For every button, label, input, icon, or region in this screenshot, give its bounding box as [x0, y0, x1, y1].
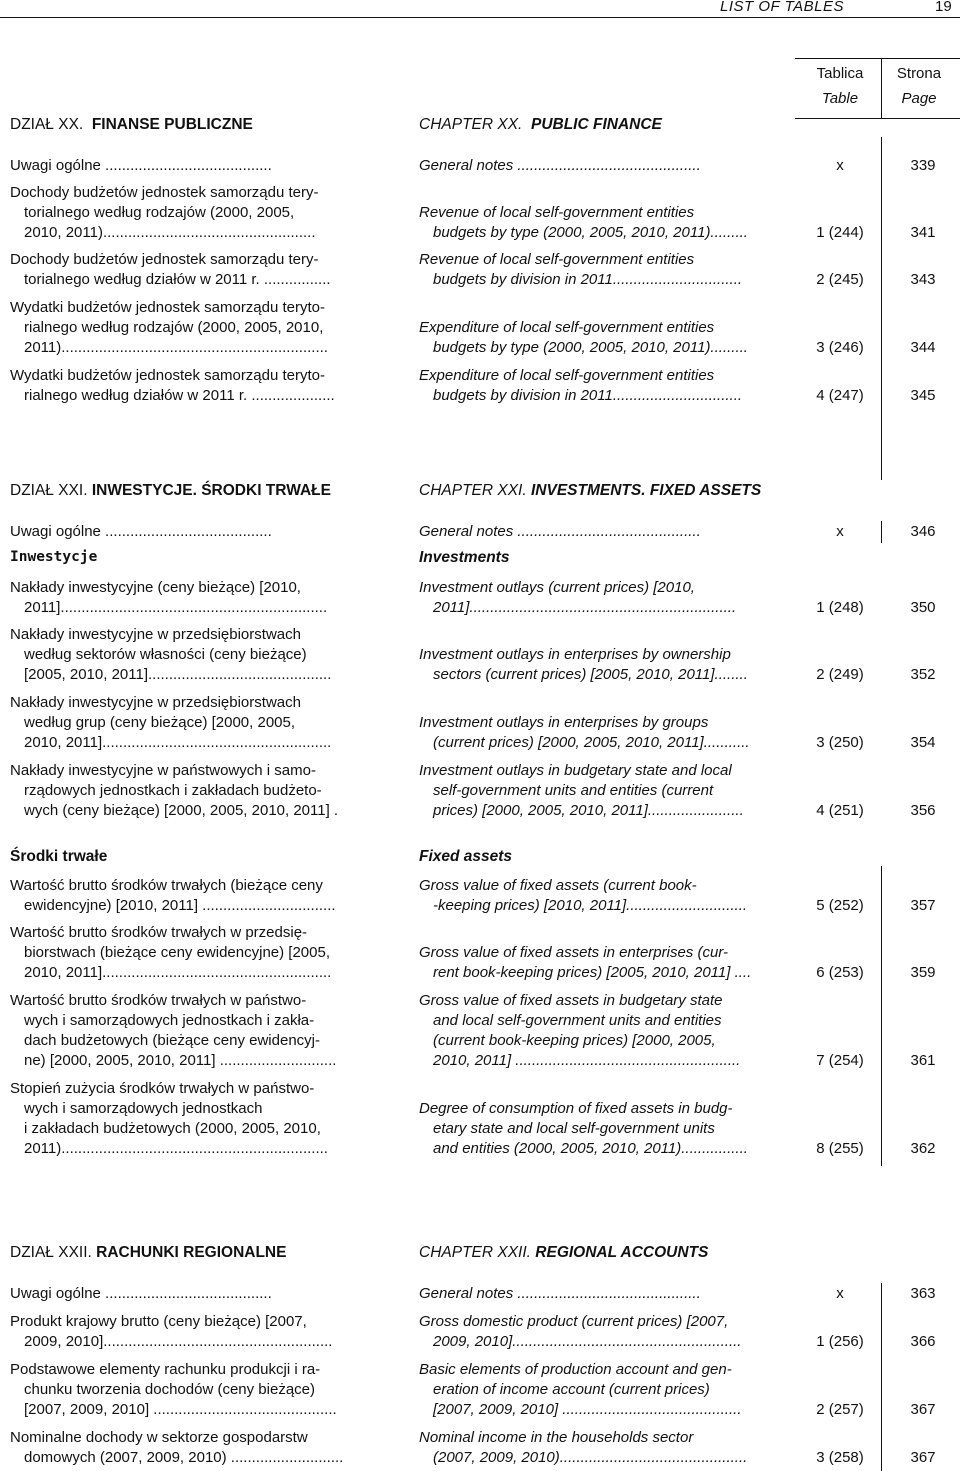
table-number: x — [836, 1285, 844, 1302]
entry-en: Nominal income in the households sector (2007, 2009, 2010)............................................. — [419, 1429, 748, 1466]
entry-pl: Nakłady inwestycyjne (ceny bieżące) [2010, 2011]................................................................ — [10, 579, 328, 616]
table-number: 1 (244) — [816, 224, 864, 241]
column-divider — [881, 521, 882, 543]
table-number: 1 (248) — [816, 599, 864, 616]
column-divider — [881, 866, 882, 1166]
entry-pl: Nominalne dochody w sektorze gospodarstw domowych (2007, 2009, 2010) ........................... — [10, 1429, 344, 1466]
page-ref: 339 — [910, 157, 936, 174]
subsection-heading-pl: Środki trwałe — [10, 848, 108, 865]
table-number: x — [836, 523, 844, 540]
entry-en: Revenue of local self-government entities budgets by type (2000, 2005, 2010, 2011)......... — [419, 204, 748, 241]
subsection-heading-pl: Inwestycje — [10, 549, 98, 565]
page-ref: 350 — [910, 599, 936, 616]
page-ref: 343 — [910, 271, 936, 288]
col-head-strona: Strona — [896, 65, 942, 82]
entry-pl: Nakłady inwestycyjne w przedsiębiorstwach według grup (ceny bieżące) [2000, 2005, 2010, 2011]....................................................... — [10, 694, 332, 751]
entry-pl: Uwagi ogólne ........................................ — [10, 523, 272, 540]
page-ref: 346 — [910, 523, 936, 540]
entry-en: Investment outlays (current prices) [2010, 2011]................................................................ — [419, 579, 737, 616]
page-ref: 354 — [910, 734, 936, 751]
table-number: 6 (253) — [816, 964, 864, 981]
entry-pl: Podstawowe elementy rachunku produkcji i ra- chunku tworzenia dochodów (ceny bieżące) [2007, 2009, 2010] ............................................ — [10, 1361, 337, 1418]
page-ref: 345 — [910, 387, 936, 404]
page-number: 19 — [935, 0, 952, 15]
table-number: 2 (257) — [816, 1401, 864, 1418]
page-ref: 356 — [910, 802, 936, 819]
header-rule — [0, 17, 960, 18]
section-heading-en: CHAPTER XXII. REGIONAL ACCOUNTS — [419, 1244, 709, 1261]
entry-pl: Wartość brutto środków trwałych w państwo- wych i samorządowych jednostkach i zakła- dach budżetowych (bieżące ceny ewidencyj- ne) [2000, 2005, 2010, 2011] ............................ — [10, 992, 337, 1069]
page-ref: 362 — [910, 1140, 936, 1157]
subsection-heading-en: Investments — [419, 549, 510, 566]
entry-en: General notes ............................................ — [419, 157, 701, 174]
page-ref: 357 — [910, 897, 936, 914]
entry-en: Expenditure of local self-government entities budgets by division in 2011............................... — [419, 367, 743, 404]
entry-pl: Wydatki budżetów jednostek samorządu teryto- rialnego według działów w 2011 r. .................... — [10, 367, 335, 404]
entry-pl: Nakłady inwestycyjne w państwowych i samo- rządowych jednostkach i zakładach budżeto- wych (ceny bieżące) [2000, 2005, 2010, 2011] . — [10, 762, 339, 819]
subsection-heading-en: Fixed assets — [419, 848, 513, 865]
page-ref: 341 — [910, 224, 936, 241]
entry-en: General notes ............................................ — [419, 523, 701, 540]
colhead-divider — [881, 58, 882, 118]
colhead-top-rule — [795, 58, 960, 59]
entry-pl: Wartość brutto środków trwałych w przedsię- biorstwach (bieżące ceny ewidencyjne) [2005, 2010, 2011]....................................................... — [10, 924, 332, 981]
entry-pl: Nakłady inwestycyjne w przedsiębiorstwach według sektorów własności (ceny bieżące) [2005, 2010, 2011]............................................ — [10, 626, 332, 683]
page-ref: 363 — [910, 1285, 936, 1302]
page-ref: 344 — [910, 339, 936, 356]
entry-pl: Wartość brutto środków trwałych (bieżące ceny ewidencyjne) [2010, 2011] ................................ — [10, 877, 336, 914]
entry-en: Gross value of fixed assets in budgetary state and local self-government units and entities (current book-keeping prices) [2000, 2005, 2010, 2011] ...................................................... — [419, 992, 741, 1069]
page-ref: 367 — [910, 1401, 936, 1418]
entry-pl: Uwagi ogólne ........................................ — [10, 157, 272, 174]
entry-pl: Dochody budżetów jednostek samorządu tery- torialnego według działów w 2011 r. ................ — [10, 251, 331, 288]
table-number: 4 (251) — [816, 802, 864, 819]
page-ref: 367 — [910, 1449, 936, 1466]
entry-en: Investment outlays in budgetary state and local self-government units and entities (current prices) [2000, 2005, 2010, 2011]....................... — [419, 762, 744, 819]
col-head-page: Page — [901, 90, 937, 107]
page-ref: 361 — [910, 1052, 936, 1069]
section-heading-pl: DZIAŁ XX. FINANSE PUBLICZNE — [10, 116, 253, 133]
entry-en: Degree of consumption of fixed assets in budg- etary state and local self-government units and entities (2000, 2005, 2010, 2011)................ — [419, 1100, 748, 1157]
section-heading-pl: DZIAŁ XXI. INWESTYCJE. ŚRODKI TRWAŁE — [10, 482, 331, 499]
entry-pl: Produkt krajowy brutto (ceny bieżące) [2007, 2009, 2010]....................................................... — [10, 1313, 333, 1350]
table-number: 8 (255) — [816, 1140, 864, 1157]
table-number: 3 (246) — [816, 339, 864, 356]
entry-pl: Uwagi ogólne ........................................ — [10, 1285, 272, 1302]
col-head-table: Table — [821, 90, 859, 107]
colhead-bottom-rule — [795, 118, 960, 119]
entry-en: Revenue of local self-government entities budgets by division in 2011............................... — [419, 251, 743, 288]
entry-en: General notes ............................................ — [419, 1285, 701, 1302]
entry-en: Expenditure of local self-government entities budgets by type (2000, 2005, 2010, 2011)......... — [419, 319, 748, 356]
column-divider — [881, 137, 882, 480]
page-ref: 366 — [910, 1333, 936, 1350]
section-heading-en: CHAPTER XXI. INVESTMENTS. FIXED ASSETS — [419, 482, 762, 499]
table-number: 5 (252) — [816, 897, 864, 914]
table-number: 2 (249) — [816, 666, 864, 683]
entry-en: Gross value of fixed assets in enterprises (cur- rent book-keeping prices) [2005, 2010, 2011] .... — [419, 944, 752, 981]
table-number: 1 (256) — [816, 1333, 864, 1350]
table-number: x — [836, 157, 844, 174]
entry-en: Gross domestic product (current prices) [2007, 2009, 2010]....................................................... — [419, 1313, 742, 1350]
page-ref: 352 — [910, 666, 936, 683]
entry-en: Investment outlays in enterprises by ownership sectors (current prices) [2005, 2010, 2011]........ — [419, 646, 748, 683]
entry-en: Investment outlays in enterprises by groups (current prices) [2000, 2005, 2010, 2011]........... — [419, 714, 750, 751]
page-ref: 359 — [910, 964, 936, 981]
table-number: 4 (247) — [816, 387, 864, 404]
entry-pl: Wydatki budżetów jednostek samorządu teryto- rialnego według rodzajów (2000, 2005, 2010, 2011)................................................................ — [10, 299, 328, 356]
entry-en: Basic elements of production account and gen- eration of income account (current prices) [2007, 2009, 2010] ........................................... — [419, 1361, 742, 1418]
table-number: 3 (250) — [816, 734, 864, 751]
table-number: 3 (258) — [816, 1449, 864, 1466]
running-header-title: LIST OF TABLES — [720, 0, 844, 15]
col-head-tablica: Tablica — [816, 65, 864, 82]
section-heading-en: CHAPTER XX. PUBLIC FINANCE — [419, 116, 662, 133]
section-heading-pl: DZIAŁ XXII. RACHUNKI REGIONALNE — [10, 1244, 287, 1261]
table-number: 7 (254) — [816, 1052, 864, 1069]
table-number: 2 (245) — [816, 271, 864, 288]
entry-pl: Stopień zużycia środków trwałych w państwo- wych i samorządowych jednostkach i zakładach budżetowych (2000, 2005, 2010, 2011)................................................................ — [10, 1080, 328, 1157]
column-divider — [881, 1283, 882, 1471]
entry-pl: Dochody budżetów jednostek samorządu tery- torialnego według rodzajów (2000, 2005, 2010, 2011)................................................... — [10, 184, 319, 241]
entry-en: Gross value of fixed assets (current book- -keeping prices) [2010, 2011]............................. — [419, 877, 748, 914]
